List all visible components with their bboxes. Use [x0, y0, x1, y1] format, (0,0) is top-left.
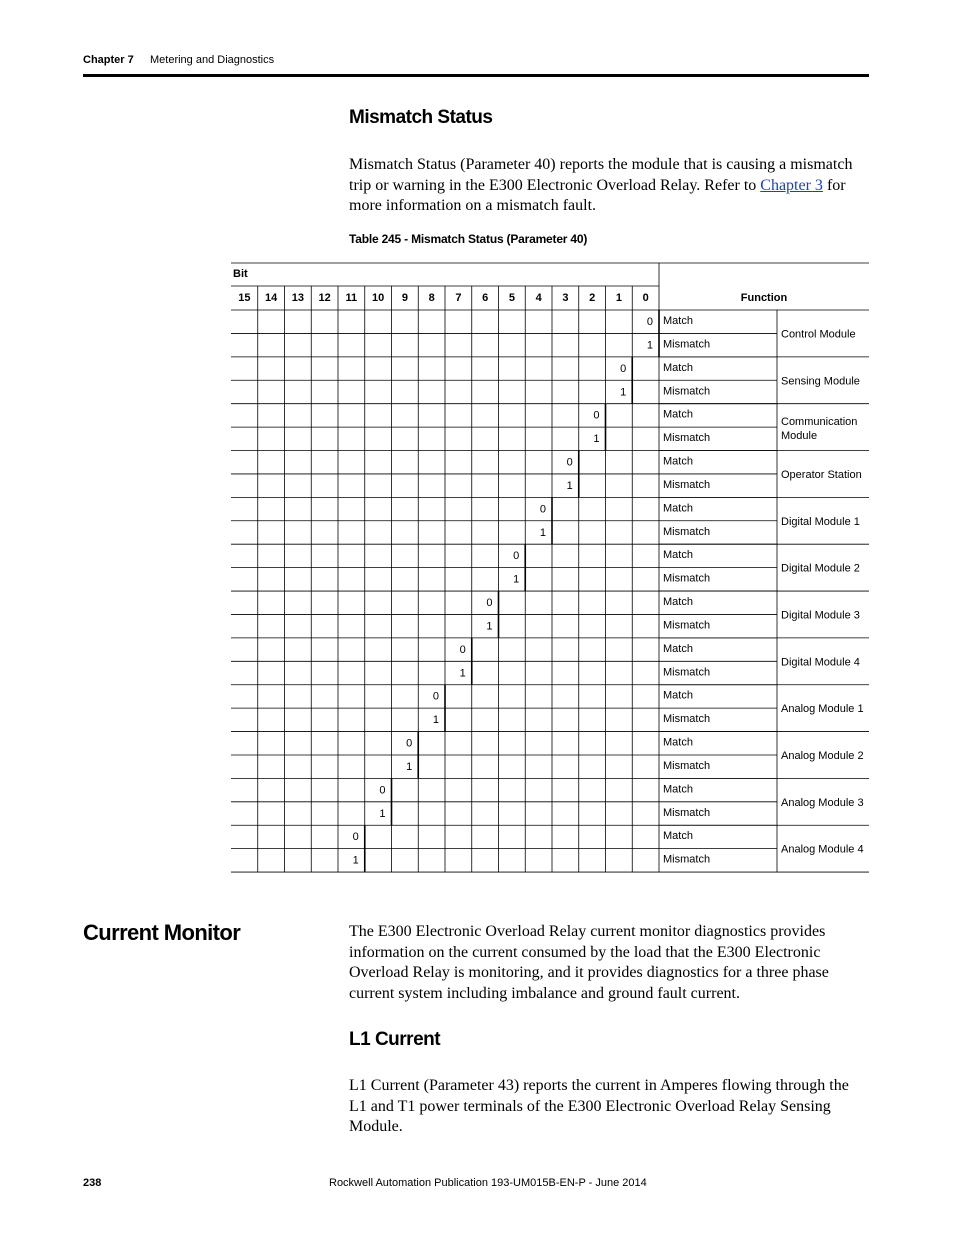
bit-value: 1 [459, 667, 466, 680]
bit-13-header: 13 [291, 292, 304, 304]
bit-value: 1 [379, 807, 386, 820]
l1-current-paragraph: L1 Current (Parameter 43) reports the current in Amperes flowing through the L1 and T1 power terminals of the E300 Electronic Overload Relay Sensing Module. [349, 1077, 849, 1135]
mismatch-label: Mismatch [663, 525, 711, 538]
bit-9-header: 9 [401, 292, 408, 304]
module-name: Digital Module 4 [781, 656, 860, 669]
mismatch-status-heading: Mismatch Status [349, 107, 493, 128]
bit-value: 0 [593, 409, 600, 422]
bit-11-header: 11 [345, 292, 358, 304]
bit-10-header: 10 [372, 292, 385, 304]
match-label: Match [663, 361, 693, 374]
page-number: 238 [83, 1177, 102, 1189]
function-header-label: Function [740, 292, 788, 304]
module-name: Operator Station [781, 468, 862, 481]
match-label: Match [663, 642, 693, 655]
match-label: Match [663, 689, 693, 702]
bit-value: 0 [352, 831, 359, 844]
bit-value: 0 [379, 784, 386, 797]
mismatch-label: Mismatch [663, 619, 711, 632]
module-name: Analog Module 2 [781, 749, 864, 762]
module-name: Communication [781, 416, 858, 429]
bit-value: 0 [646, 316, 653, 328]
bit-value: 0 [406, 737, 413, 750]
bit-value: 0 [459, 643, 466, 656]
match-label: Match [663, 736, 693, 749]
module-name: Digital Module 3 [781, 609, 860, 622]
module-name: Sensing Module [781, 375, 860, 388]
bit-1-header: 1 [615, 292, 622, 304]
bit-value: 0 [539, 503, 546, 516]
table-caption: Table 245 - Mismatch Status (Parameter 40) [349, 232, 588, 246]
mismatch-label: Mismatch [663, 806, 711, 819]
mismatch-label: Mismatch [663, 666, 711, 679]
module-name: Control Module [781, 328, 856, 341]
bit-value: 1 [620, 386, 627, 399]
module-name: Analog Module 4 [781, 843, 864, 856]
chapter-3-link[interactable]: Chapter 3 [760, 176, 823, 194]
match-label: Match [663, 783, 693, 796]
bit-8-header: 8 [428, 292, 435, 304]
bit-0-header: 0 [642, 292, 649, 304]
bit-value: 0 [513, 550, 520, 563]
module-name: Module [781, 430, 818, 443]
bit-2-header: 2 [589, 292, 596, 304]
mismatch-label: Mismatch [663, 432, 711, 445]
match-label: Match [663, 596, 693, 609]
bit-value: 0 [432, 690, 439, 703]
bit-5-header: 5 [508, 292, 515, 304]
bit-value: 1 [566, 479, 573, 492]
chapter-title: Metering and Diagnostics [150, 54, 275, 66]
match-label: Match [663, 830, 693, 843]
match-label: Match [663, 408, 693, 421]
mismatch-text-before: Mismatch Status (Parameter 40) reports the module that is causing a mismatch trip or warning in the E300 Electronic Overload Relay. Refer to [349, 156, 853, 194]
match-label: Match [663, 315, 693, 327]
mismatch-label: Mismatch [663, 338, 711, 351]
bit-7-header: 7 [455, 292, 462, 304]
match-label: Match [663, 502, 693, 515]
bit-4-header: 4 [535, 292, 542, 304]
bit-6-header: 6 [482, 292, 489, 304]
bit-value: 1 [432, 714, 439, 727]
mismatch-label: Mismatch [663, 478, 711, 491]
chapter-label: Chapter 7 [83, 54, 134, 66]
bit-value: 0 [620, 362, 627, 375]
match-label: Match [663, 455, 693, 468]
bit-15-header: 15 [238, 292, 251, 304]
bit-value: 1 [352, 854, 359, 867]
mismatch-label: Mismatch [663, 759, 711, 772]
module-name: Digital Module 2 [781, 562, 860, 575]
module-name: Analog Module 1 [781, 703, 864, 716]
bit-value: 0 [486, 597, 493, 610]
bit-value: 1 [646, 339, 653, 352]
bit-value: 0 [566, 456, 573, 469]
bit-value: 1 [406, 760, 413, 773]
bit-value: 1 [593, 433, 600, 446]
bit-header-label: Bit [233, 268, 248, 280]
mismatch-label: Mismatch [663, 385, 711, 398]
bit-value: 1 [486, 620, 493, 633]
bit-12-header: 12 [318, 292, 331, 304]
bit-value: 1 [513, 573, 520, 586]
match-label: Match [663, 549, 693, 562]
module-name: Analog Module 3 [781, 796, 864, 809]
current-monitor-heading: Current Monitor [83, 920, 241, 945]
l1-current-heading: L1 Current [349, 1029, 441, 1050]
current-monitor-paragraph: The E300 Electronic Overload Relay current monitor diagnostics provides information on the current consumed by the load that the E300 Electronic Overload Relay is monitoring, and it provides diagnostics for a three phase current system including imbalance and ground fault current. [349, 923, 829, 1002]
module-name: Digital Module 1 [781, 515, 860, 528]
mismatch-label: Mismatch [663, 572, 711, 585]
mismatch-text-after: for more information on a mismatch fault. [349, 176, 846, 214]
mismatch-label: Mismatch [663, 853, 711, 866]
bit-14-header: 14 [265, 292, 278, 304]
bit-value: 1 [539, 526, 546, 539]
publication-info: Rockwell Automation Publication 193-UM015B-EN-P - June 2014 [329, 1177, 647, 1189]
bit-3-header: 3 [562, 292, 569, 304]
mismatch-label: Mismatch [663, 713, 711, 726]
